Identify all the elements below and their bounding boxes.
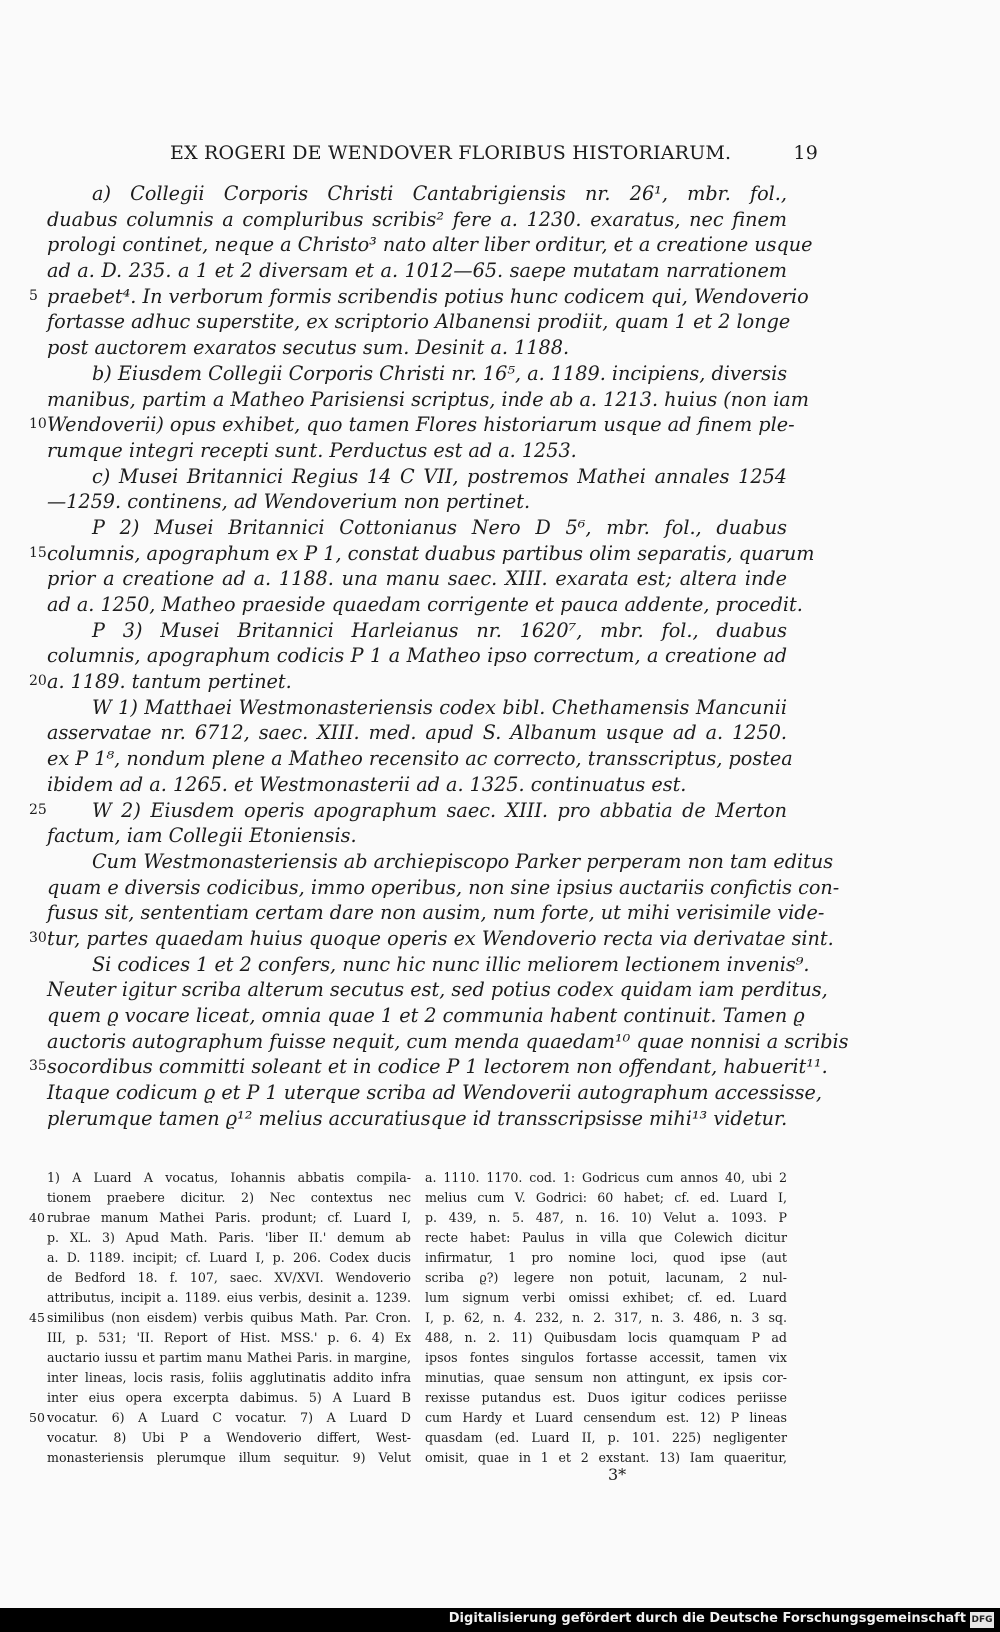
line-number: 30 <box>29 929 47 946</box>
main-text-line <box>29 669 787 695</box>
main-text-line-text: rumque integri recepti sunt. Perductus est ad a. 1253. <box>47 438 577 462</box>
footnote-line <box>47 1328 411 1348</box>
main-text-line-text: post auctorem exaratos secutus sum. Desinit a. 1188. <box>47 336 570 360</box>
main-text-line-text: quam e diversis codicibus, immo operibus, non sine ipsius auctariis confictis con- <box>47 875 840 899</box>
footnote-line-text: a. D. 1189. incipit; cf. Luard I, p. 206. Codex ducis <box>47 1250 411 1265</box>
footnote-line-text: ipsos fontes singulos fortasse accessit, tamen vix <box>425 1350 787 1365</box>
main-text-line-text: a. 1189. tantum pertinet. <box>47 670 292 694</box>
line-number: 45 <box>29 1310 45 1325</box>
main-text-line-text: W 2) Eiusdem operis apographum saec. XIII. pro abbatia de Merton <box>92 798 787 822</box>
footnote-line-text: III, p. 531; 'II. Report of Hist. MSS.' p. 6. 4) Ex <box>47 1330 411 1345</box>
footnote-line <box>29 1308 411 1328</box>
footnote-line-text: de Bedford 18. f. 107, saec. XV/XVI. Wendoverio <box>47 1270 411 1285</box>
main-text-line <box>47 309 791 335</box>
footnote-line <box>425 1408 787 1428</box>
footnote-line-text: cum Hardy et Luard censendum est. 12) P lineas <box>425 1410 787 1425</box>
footnote-line-text: minutias, quae sensum non attingunt, ex ipsis cor- <box>425 1370 787 1385</box>
main-text-line-text: auctoris autographum fuisse nequit, cum menda quaedam¹⁰ quae nonnisi a scribis <box>47 1029 849 1053</box>
footnote-line <box>425 1368 787 1388</box>
main-text-line <box>47 438 787 464</box>
main-text-line-text: duabus columnis a compluribus scribis² fere a. 1230. exaratus, nec finem <box>47 207 787 231</box>
footnote-line <box>29 1408 411 1428</box>
footnote-line <box>29 1208 411 1228</box>
main-text-line <box>47 1003 805 1029</box>
signature-mark: 3* <box>608 1465 627 1484</box>
main-text-line <box>29 541 815 567</box>
footnote-line <box>47 1228 411 1248</box>
footnote-line-text: rubrae manum Mathei Paris. produnt; cf. Luard I, <box>47 1210 411 1225</box>
main-text-line-text: plerumque tamen ϱ¹² melius accuratiusque id transscripsisse mihi¹³ videtur. <box>47 1106 788 1130</box>
footnote-line <box>425 1228 787 1248</box>
footnote-line-text: tionem praebere dicitur. 2) Nec contextus nec <box>47 1190 411 1205</box>
main-text-line-text: ibidem ad a. 1265. et Westmonasterii ad a. 1325. continuatus est. <box>47 772 687 796</box>
main-text-line <box>47 772 787 798</box>
footnote-line <box>47 1388 411 1408</box>
footnote-line <box>425 1208 787 1228</box>
main-text-line <box>47 258 787 284</box>
main-text-line-text: P 3) Musei Britannici Harleianus nr. 1620⁷, mbr. fol., duabus <box>92 618 787 642</box>
footnote-line-text: I, p. 62, n. 4. 232, n. 2. 317, n. 3. 486, n. 3 sq. <box>425 1310 787 1325</box>
main-text-line <box>47 720 787 746</box>
footnote-line-text: rexisse putandus est. Duos igitur codices periisse <box>425 1390 787 1405</box>
main-text-line-text: manibus, partim a Matheo Parisiensi scriptus, inde ab a. 1213. huius (non iam <box>47 387 809 411</box>
footnote-line <box>425 1428 787 1448</box>
footnote-line <box>425 1448 787 1468</box>
line-number: 5 <box>29 287 38 304</box>
footnote-line <box>47 1428 411 1448</box>
footnote-line-text: p. 439, n. 5. 487, n. 16. 10) Velut a. 1093. P <box>425 1210 787 1225</box>
footnote-line <box>47 1268 411 1288</box>
footnote-line-text: 488, n. 2. 11) Quibusdam locis quamquam P ad <box>425 1330 787 1345</box>
footnote-line <box>47 1368 411 1388</box>
footnote-line-text: vocatur. 8) Ubi P a Wendoverio differt, West- <box>47 1430 411 1445</box>
footnote-line-text: lum signum verbi omissi exhibet; cf. ed. Luard <box>425 1290 787 1305</box>
footer-bar <box>0 1608 1000 1632</box>
footnote-line <box>425 1188 787 1208</box>
main-text-line <box>29 412 795 438</box>
footnote-line-text: scriba ϱ?) legere non potuit, lacunam, 2 nul- <box>425 1270 787 1285</box>
main-text-line-text: —1259. continens, ad Wendoverium non pertinet. <box>47 490 531 514</box>
footnote-line <box>425 1308 787 1328</box>
main-text-line-text: c) Musei Britannici Regius 14 C VII, postremos Mathei annales 1254 <box>92 464 787 488</box>
main-text-body <box>29 181 849 1131</box>
page-number: 19 <box>793 142 818 164</box>
footnote-line <box>47 1188 411 1208</box>
main-text-line-text: a) Collegii Corporis Christi Cantabrigiensis nr. 26¹, mbr. fol., <box>92 182 787 205</box>
main-text-line <box>47 515 787 541</box>
main-text-line-text: prologi continet, neque a Christo³ nato alter liber orditur, et a creatione usque <box>47 233 813 257</box>
main-text-line <box>47 875 840 901</box>
main-text-line <box>47 849 834 875</box>
footnote-line-text: a. 1110. 1170. cod. 1: Godricus cum annos 40, ubi 2 <box>425 1170 787 1185</box>
main-text-line <box>47 643 787 669</box>
footnote-line <box>425 1268 787 1288</box>
line-number: 35 <box>29 1058 47 1075</box>
main-text-line <box>47 489 787 515</box>
main-text-line <box>47 464 787 490</box>
main-text-line <box>47 1106 787 1132</box>
footnote-line-text: omisit, quae in 1 et 2 exstant. 13) Iam quaeritur, <box>425 1450 787 1465</box>
main-text-line <box>47 592 803 618</box>
main-text-line <box>47 181 787 207</box>
main-text-line <box>47 952 810 978</box>
footnote-line <box>47 1448 411 1468</box>
main-text-line <box>47 361 787 387</box>
main-text-line-text: factum, iam Collegii Etoniensis. <box>47 824 357 848</box>
footnote-line <box>47 1288 411 1308</box>
footnote-line-text: similibus (non eisdem) verbis quibus Math. Par. Cron. <box>47 1310 411 1325</box>
footnote-line-text: infirmatur, 1 pro nomine loci, quod ipse (aut <box>425 1250 787 1265</box>
main-text-line <box>47 387 809 413</box>
main-text-line-text: Itaque codicum ϱ et P 1 uterque scriba ad Wendoverii autographum accessisse, <box>47 1081 822 1105</box>
main-text-line <box>29 284 809 310</box>
main-text-line <box>47 207 787 233</box>
main-text-line-text: P 2) Musei Britannici Cottonianus Nero D 5⁶, mbr. fol., duabus <box>92 515 787 539</box>
footnote-line-text: recte habet: Paulus in villa que Colewich dicitur <box>425 1230 787 1245</box>
footnote-line <box>425 1348 787 1368</box>
footnotes-column-right <box>425 1168 787 1468</box>
main-text-line-text: socordibus committi soleant et in codice P 1 lectorem non offendant, habuerit¹¹. <box>47 1055 828 1079</box>
running-title: EX ROGERI DE WENDOVER FLORIBUS HISTORIARUM. <box>170 142 732 164</box>
line-number: 20 <box>29 673 47 690</box>
main-text-line <box>47 566 787 592</box>
footnote-line-text: p. XL. 3) Apud Math. Paris. 'liber II.' demum ab <box>47 1230 411 1245</box>
main-text-line-text: quem ϱ vocare liceat, omnia quae 1 et 2 communia habent continuit. Tamen ϱ <box>47 1004 805 1027</box>
footnote-line <box>425 1168 787 1188</box>
main-text-line-text: ad a. 1250, Matheo praeside quaedam corrigente et pauca addente, procedit. <box>47 593 803 616</box>
main-text-line <box>47 232 813 258</box>
footnote-line <box>425 1288 787 1308</box>
main-text-line-text: fortasse adhuc superstite, ex scriptorio Albanensi prodiit, quam 1 et 2 longe <box>47 310 791 334</box>
line-number: 40 <box>29 1210 45 1225</box>
main-text-line <box>47 618 787 644</box>
main-text-line-text: ad a. D. 235. a 1 et 2 diversam et a. 1012—65. saepe mutatam narrationem <box>47 259 787 283</box>
main-text-line-text: Si codices 1 et 2 confers, nunc hic nunc illic meliorem lectionem invenis⁹. <box>92 952 810 976</box>
footnote-line <box>47 1348 411 1368</box>
footnote-line-text: 1) A Luard A vocatus, Iohannis abbatis compila- <box>47 1170 411 1185</box>
main-text-line-text: b) Eiusdem Collegii Corporis Christi nr. 16⁵, a. 1189. incipiens, diversis <box>92 361 788 385</box>
footnote-line-text: inter lineas, locis rasis, foliis agglutinatis addito infra <box>47 1370 411 1385</box>
main-text-line <box>47 695 787 721</box>
main-text-line <box>29 926 834 952</box>
main-text-line <box>47 1029 849 1055</box>
line-number: 25 <box>29 801 47 818</box>
main-text-line-text: tur, partes quaedam huius quoque operis ex Wendoverio recta via derivatae sint. <box>47 926 834 950</box>
footnote-line-text: quasdam (ed. Luard II, p. 101. 225) negligenter <box>425 1430 787 1445</box>
digitization-credit: Digitalisierung gefördert durch die Deutsche Forschungsgemeinschaft <box>448 1611 966 1626</box>
footnote-line-text: auctario iussu et partim manu Mathei Paris. in margine, <box>47 1350 411 1365</box>
footnote-line-text: attributus, incipit a. 1189. eius verbis, desinit a. 1239. <box>47 1290 411 1305</box>
main-text-line-text: prior a creatione ad a. 1188. una manu saec. XIII. exarata est; altera inde <box>47 567 787 591</box>
main-text-line-text: ex P 1⁸, nondum plene a Matheo recensito ac correcto, transscriptus, postea <box>47 747 793 771</box>
line-number: 10 <box>29 416 47 433</box>
footnote-line-text: monasteriensis plerumque illum sequitur. 9) Velut <box>47 1450 411 1465</box>
line-number: 50 <box>29 1410 45 1425</box>
main-text-line-text: Neuter igitur scriba alterum secutus est, sed potius codex quidam iam perditus, <box>47 978 828 1002</box>
footnote-line <box>425 1248 787 1268</box>
main-text-line <box>47 977 828 1003</box>
main-text-line-text: praebet⁴. In verborum formis scribendis potius hunc codicem qui, Wendoverio <box>47 284 809 308</box>
dfg-logo-icon: DFG <box>970 1612 994 1628</box>
main-text-line-text: fusus sit, sententiam certam dare non ausim, num forte, ut mihi verisimile vide- <box>47 901 825 925</box>
footnote-line <box>47 1168 411 1188</box>
footnote-line-text: melius cum V. Godrici: 60 habet; cf. ed. Luard I, <box>425 1190 787 1205</box>
line-number: 15 <box>29 544 47 561</box>
main-text-line-text: Wendoverii) opus exhibet, quo tamen Flores historiarum usque ad finem ple- <box>47 413 795 437</box>
main-text-line <box>47 335 787 361</box>
main-text-line-text: columnis, apographum ex P 1, constat duabus partibus olim separatis, quarum <box>47 541 815 565</box>
main-text-line-text: W 1) Matthaei Westmonasteriensis codex bibl. Chethamensis Mancunii <box>92 695 787 719</box>
main-text-line <box>47 823 787 849</box>
main-text-line-text: columnis, apographum codicis P 1 a Matheo ipso correctum, a creatione ad <box>47 644 787 668</box>
running-header <box>170 142 818 170</box>
footnote-line <box>425 1328 787 1348</box>
main-text-line <box>29 798 787 824</box>
footnote-line-text: vocatur. 6) A Luard C vocatur. 7) A Luard D <box>47 1410 411 1425</box>
main-text-line <box>29 1054 828 1080</box>
footnote-line <box>47 1248 411 1268</box>
main-text-line <box>47 900 825 926</box>
footnote-line <box>425 1388 787 1408</box>
footnote-line-text: inter eius opera excerpta dabimus. 5) A Luard B <box>47 1390 411 1405</box>
footnotes-column-left <box>29 1168 411 1468</box>
main-text-line-text: asservatae nr. 6712, saec. XIII. med. apud S. Albanum usque ad a. 1250. <box>47 721 787 745</box>
main-text-line <box>47 1080 822 1106</box>
main-text-line <box>47 746 793 772</box>
main-text-line-text: Cum Westmonasteriensis ab archiepiscopo Parker perperam non tam editus <box>92 849 834 873</box>
